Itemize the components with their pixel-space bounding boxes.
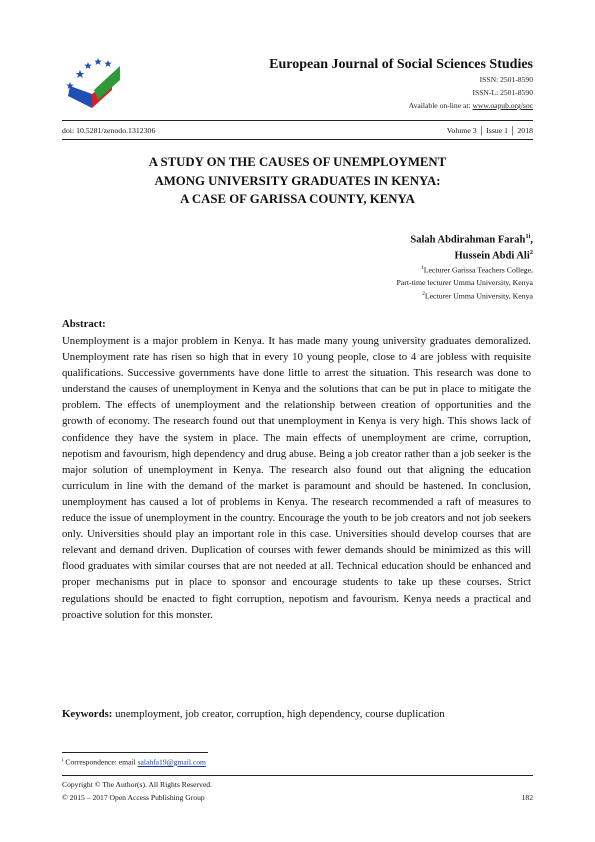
copyright: Copyright © The Author(s). All Rights Reserved. bbox=[62, 780, 212, 789]
aff-text: Lecturer Umma University, Kenya bbox=[424, 291, 533, 301]
author-name: Salah Abdirahman Farah bbox=[410, 234, 526, 246]
aff-text: Part-time lecturer Umma University, Kenya bbox=[396, 278, 533, 287]
author-1 bbox=[410, 233, 533, 246]
title-line: A CASE OF GARISSA COUNTY, KENYA bbox=[180, 192, 415, 206]
author-sup: 1i bbox=[525, 233, 531, 240]
online-prefix: Available on-line at: bbox=[408, 101, 473, 110]
abstract-text: Unemployment is a major problem in Kenya. It has made many young university graduates demoralized. Unemployment rate has risen so high that in every 10 young people, close to 4 are jobless with requisite qualifications. Successive governments have done little to arrest the situation. This research was done to understand the causes of unemployment in Kenya and the solutions that can be put in place to mitigate the problem. The effects of unemployment and the relationship between creation of opportunities and the growth of economy. The research found out that unemployment in Kenya is very high. This shows lack of confidence they have the system in place. The main effects of unemployment are crime, corruption, nepotism and favourism, high dependency and drug abuse. Being a job creator rather than a job seeker is the major solution of unemployment in Kenya. The research also found out that aligning the education curriculum in line with the demand of the market is paramount and should be hastened. In conclusion, unemployment has caused a lot of problems in Kenya. The research recommended a raft of measures to reduce the issue of unemployment in the country. Encourage the youth to be job creators and not job seekers only. Universities should play an important role in this case. Universities should develop courses that are relevant and demand driven. Duplication of courses with fewer demands should be minimized as this will flood graduates with similar courses that are not needed at all. Technical education should be enhanced and proper mechanisms put in place to sponsor and encourage students to take up these courses. Strict regulations should be enacted to fight corruption, nepotism and favourism. Kenya needs a practical and proactive solution for this monster. bbox=[62, 335, 531, 621]
journal-title: European Journal of Social Sciences Studies bbox=[269, 57, 533, 72]
issn: ISSN: 2501-8590 bbox=[479, 75, 533, 84]
abstract-heading: Abstract: bbox=[62, 318, 106, 330]
logo-green-page bbox=[94, 66, 120, 100]
journal-logo bbox=[62, 56, 128, 112]
logo-blue-page bbox=[68, 86, 92, 108]
affiliation-1 bbox=[421, 265, 533, 275]
affiliation-2 bbox=[422, 291, 533, 301]
header-rule bbox=[62, 120, 533, 121]
doi: doi: 10.5281/zenodo.1312306 bbox=[62, 126, 156, 135]
footnote bbox=[62, 757, 206, 767]
title-line: AMONG UNIVERSITY GRADUATES IN KENYA: bbox=[154, 173, 441, 188]
article-title bbox=[62, 153, 533, 209]
title-line: A STUDY ON THE CAUSES OF UNEMPLOYMENT bbox=[148, 155, 447, 169]
author-name: Hussein Abdi Ali bbox=[454, 250, 530, 262]
online-availability bbox=[409, 101, 533, 110]
journal-url-link[interactable]: www.oapub.org/soc bbox=[472, 101, 533, 110]
author-2 bbox=[454, 249, 533, 262]
aff-sup: 2 bbox=[422, 291, 425, 297]
affiliation-1b bbox=[396, 278, 533, 287]
page-number: 182 bbox=[521, 793, 533, 802]
keywords-label: Keywords: bbox=[62, 708, 113, 720]
meta-rule bbox=[62, 139, 533, 140]
footer-rule bbox=[62, 775, 533, 776]
publisher: © 2015 – 2017 Open Access Publishing Group bbox=[62, 793, 205, 802]
footnote-prefix: Correspondence: email bbox=[63, 757, 138, 767]
author-sup: 2 bbox=[529, 249, 533, 256]
keywords bbox=[62, 706, 531, 722]
author-suffix: , bbox=[530, 234, 533, 246]
footnote-rule bbox=[62, 752, 208, 753]
aff-sup: 1 bbox=[420, 265, 424, 271]
issn-l: ISSN-L: 2501-8590 bbox=[472, 88, 533, 97]
aff-text: Lecturer Garissa Teachers College, bbox=[423, 265, 533, 275]
keywords-text: unemployment, job creator, corruption, high dependency, course duplication bbox=[112, 708, 445, 720]
footnote-sup: i bbox=[62, 757, 64, 763]
volume-issue: Volume 3 │ Issue 1 │ 2018 bbox=[446, 126, 533, 135]
correspondence-email-link[interactable]: salahfa19@gmail.com bbox=[137, 757, 206, 767]
